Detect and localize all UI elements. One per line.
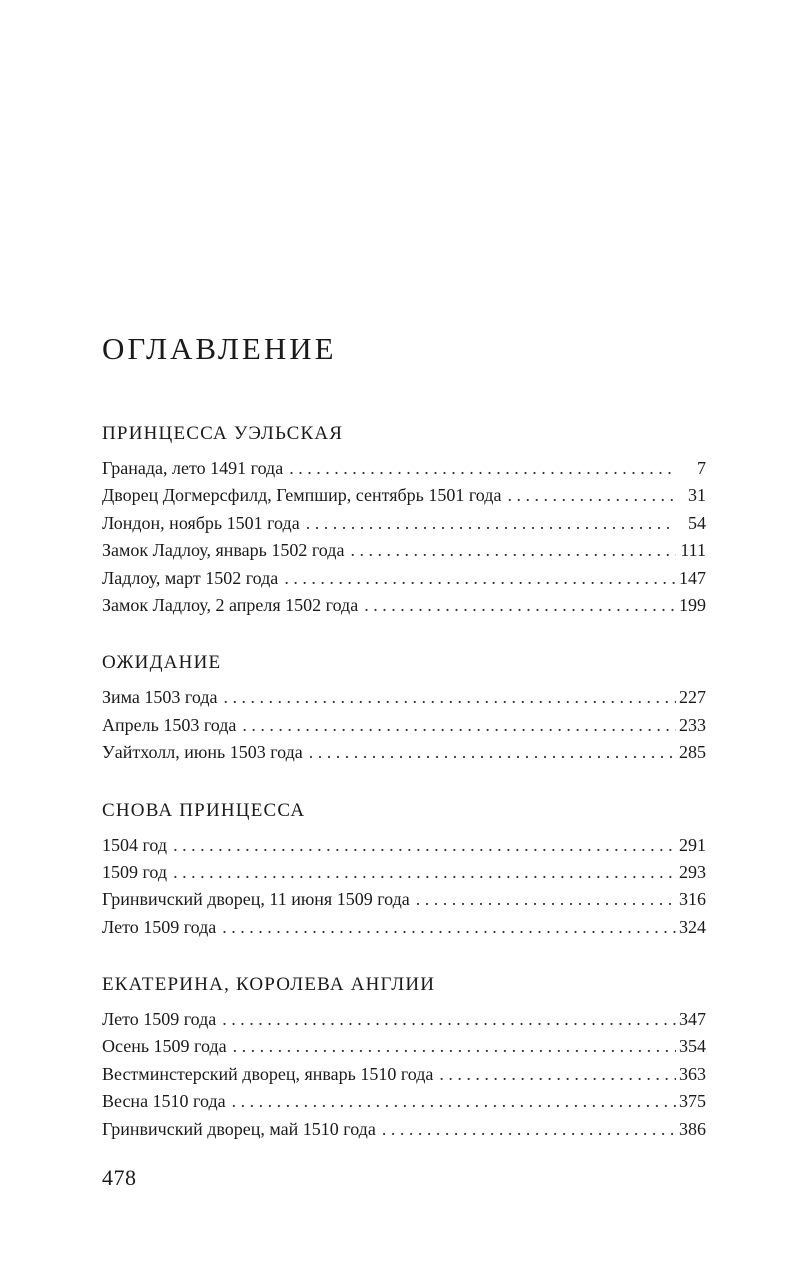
toc-entry (102, 684, 706, 711)
entry-page-number: 386 (679, 1118, 706, 1139)
dot-leader (507, 482, 676, 509)
dot-leader (173, 859, 676, 886)
entry-title: Гринвичский дворец, 11 июня 1509 года (102, 889, 410, 910)
entry-page-number: 147 (679, 567, 706, 588)
entry-title: Замок Ладлоу, январь 1502 года (102, 540, 345, 561)
toc-entry (102, 482, 706, 509)
dot-leader (233, 1033, 676, 1060)
entry-page-number: 31 (688, 485, 706, 506)
entry-page-number: 199 (679, 594, 706, 615)
entry-page-number: 7 (697, 458, 706, 478)
entry-page-number: 363 (679, 1063, 706, 1084)
dot-leader (284, 565, 676, 592)
toc-entry (102, 832, 706, 859)
entry-title: Лето 1509 года (102, 916, 217, 937)
dot-leader (222, 1006, 676, 1033)
dot-leader (232, 1088, 676, 1115)
page-number: 478 (102, 1165, 137, 1190)
dot-leader (173, 832, 676, 859)
entry-title: Гранада, лето 1491 года (102, 458, 284, 478)
dot-leader (350, 537, 676, 564)
entry-title: Апрель 1503 года (102, 714, 237, 735)
entry-title: Весна 1510 года (102, 1091, 226, 1112)
toc-entry (102, 455, 706, 482)
dot-leader (222, 914, 676, 941)
toc-part (102, 649, 706, 766)
dot-leader (416, 886, 676, 913)
entry-title: Дворец Догмерсфилд, Гемпшир, сентябрь 1501 года (102, 485, 502, 506)
toc-entry (102, 739, 706, 766)
entry-page-number: 233 (679, 714, 706, 735)
toc-entry (102, 712, 706, 739)
entry-title: Гринвичский дворец, май 1510 года (102, 1118, 376, 1139)
toc-entry (102, 886, 706, 913)
entry-page-number: 54 (688, 512, 706, 533)
dot-leader (223, 684, 676, 711)
toc-entry (102, 1088, 706, 1115)
entry-title: Вестминстерский дворец, январь 1510 года (102, 1063, 434, 1084)
toc-entry (102, 565, 706, 592)
table-of-contents (102, 420, 706, 1143)
toc-part (102, 797, 706, 942)
entry-title: 1509 год (102, 861, 168, 882)
dot-leader (306, 510, 676, 537)
dot-leader (364, 592, 676, 619)
toc-entry (102, 510, 706, 537)
toc-part (102, 420, 706, 619)
entry-page-number: 227 (679, 687, 706, 708)
entry-title: Ладлоу, март 1502 года (102, 567, 279, 588)
toc-entry (102, 914, 706, 941)
toc-entry (102, 1033, 706, 1060)
dot-leader (439, 1061, 676, 1088)
entry-title: Лето 1509 года (102, 1009, 217, 1030)
dot-leader (382, 1116, 676, 1143)
toc-part (102, 971, 706, 1143)
toc-entry (102, 1061, 706, 1088)
entry-page-number: 111 (680, 540, 706, 561)
toc-entry (102, 537, 706, 564)
entry-page-number: 324 (679, 916, 706, 937)
entry-page-number: 293 (679, 861, 706, 882)
entry-title: Зима 1503 года (102, 687, 218, 708)
entry-title: Уайтхолл, июнь 1503 года (102, 742, 303, 763)
entry-title: 1504 год (102, 834, 168, 855)
entry-page-number: 291 (679, 834, 706, 855)
toc-heading: ОГЛАВЛЕНИЕ (102, 331, 337, 366)
dot-leader (289, 455, 676, 482)
entry-page-number: 375 (679, 1091, 706, 1112)
entry-title: Замок Ладлоу, 2 апреля 1502 года (102, 594, 359, 615)
entry-title: Лондон, ноябрь 1501 года (102, 512, 300, 533)
part-title: ЕКАТЕРИНА, КОРОЛЕВА АНГЛИИ (102, 974, 436, 996)
entry-page-number: 347 (679, 1009, 706, 1030)
toc-entry (102, 1006, 706, 1033)
entry-page-number: 354 (679, 1036, 706, 1057)
part-title: ПРИНЦЕССА УЭЛЬСКАЯ (102, 423, 344, 444)
toc-entry (102, 859, 706, 886)
toc-entry (102, 592, 706, 619)
entry-title: Осень 1509 года (102, 1036, 227, 1057)
toc-entry (102, 1116, 706, 1143)
part-title: СНОВА ПРИНЦЕССА (102, 799, 306, 821)
dot-leader (242, 712, 676, 739)
entry-page-number: 285 (679, 742, 706, 763)
entry-page-number: 316 (679, 889, 706, 910)
part-title: ОЖИДАНИЕ (102, 652, 222, 674)
dot-leader (309, 739, 676, 766)
